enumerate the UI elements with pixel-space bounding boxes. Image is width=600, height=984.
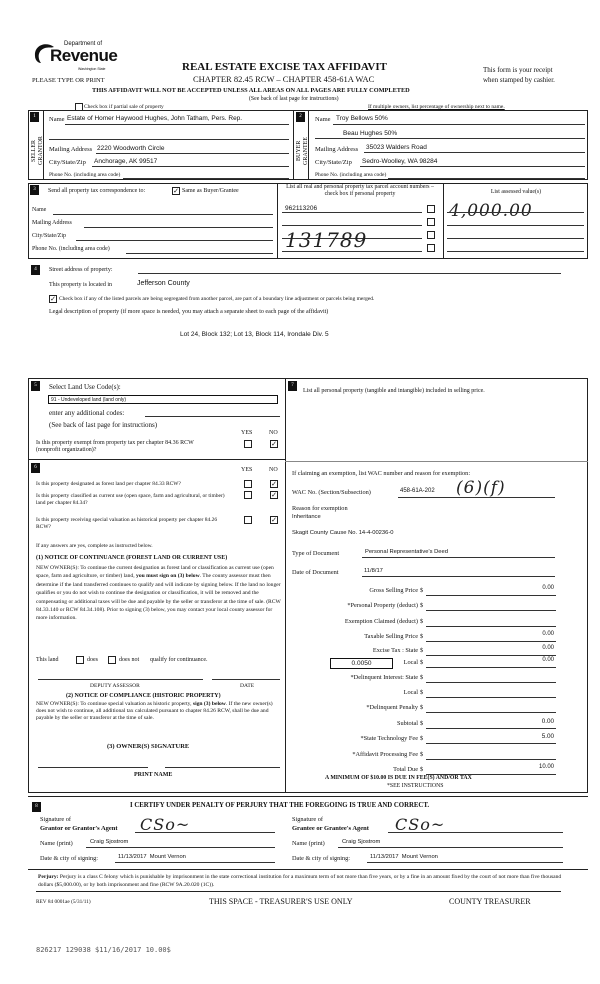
- fee-row: 0.0050 Local $ 0.00: [290, 658, 560, 671]
- minimum-due-note: A MINIMUM OF $10.00 IS DUE IN FEE(S) AND/OR TAX: [325, 775, 472, 781]
- fee-row: Taxable Selling Price $ 0.00: [364, 631, 554, 641]
- corr-city-label: City/State/Zip: [32, 233, 66, 239]
- no-header-5: NO: [269, 430, 278, 436]
- subtotal-field[interactable]: 0.00: [541, 717, 554, 725]
- historic-no-checkbox[interactable]: ✓: [271, 516, 277, 524]
- fee-row: *State Technology Fee $ 5.00: [360, 733, 554, 743]
- please-type-label: PLEASE TYPE OR PRINT: [32, 77, 105, 84]
- grantee-date-city-label: Date & city of signing:: [292, 855, 351, 862]
- seller-phone-label: Phone No. (including area code): [49, 172, 121, 178]
- legal-description-label: Legal description of property (if more space is needed, you may attach a separate sheet to each page of the affidavit): [49, 309, 329, 315]
- land-use-select[interactable]: 91 - Undeveloped land (land only): [48, 395, 278, 404]
- same-as-buyer-checkbox[interactable]: ✓: [173, 187, 179, 195]
- personal-property-label: List all personal property (tangible and intangible) included in selling price.: [303, 388, 485, 394]
- personal-property-checkbox-3[interactable]: [427, 231, 435, 239]
- additional-codes-label: enter any additional codes:: [49, 409, 125, 417]
- yes-header-5: YES: [241, 430, 253, 436]
- buyer-mailing-field[interactable]: 35023 Walders Road: [366, 144, 427, 151]
- buyer-name-label: Name: [315, 116, 331, 123]
- assessed-value-1[interactable]: 4,000.00: [449, 201, 533, 221]
- logo-main: Revenue: [50, 46, 118, 65]
- treasurer-space-label: THIS SPACE - TREASURER'S USE ONLY: [209, 897, 353, 906]
- fee-row: Total Due $ 10.00: [393, 763, 554, 773]
- section-number-7: 7: [288, 381, 297, 391]
- buyer-phone-label: Phone No. (including area code): [315, 172, 387, 178]
- corr-name-label: Name: [32, 207, 47, 213]
- notice-continuance-body: NEW OWNER(S): To continue the current designation as forest land or classification as current use (open space, farm and agriculture, or timber) land, you must sign on (3) below. The county assessor must then determine if the land transferred continues to qualify and will indicate by signing below. If the land no longer qualifies or you do not wish to continue the designation or classification, it will be removed and the compensating or additional taxes will be due and payable by the seller or transferor at the time of sale. (RCW 84.33.140 or RCW 84.34.108). Prior to signing (3) below, you may contact your local county assessor for more information.: [36, 565, 281, 622]
- see-back-note: (See back of last page for instructions): [49, 421, 158, 429]
- corr-phone-label: Phone No. (including area code): [32, 246, 110, 252]
- exempt-question: Is this property exempt from property tax per chapter 84.36 RCW (nonprofit organization)?: [36, 440, 194, 453]
- wac-handwritten: (6)(f): [456, 478, 506, 498]
- grantee-name-label: Name (print): [292, 840, 325, 847]
- wac-label: WAC No. (Section/Subsection): [292, 489, 371, 496]
- county-field[interactable]: Jefferson County: [137, 280, 190, 287]
- buyer-grantee-label: BUYER GRANTEE: [296, 137, 309, 165]
- fee-row: Gross Selling Price $ 0.00: [369, 585, 554, 594]
- notice-continuance-title: (1) NOTICE OF CONTINUANCE (FOREST LAND OR CURRENT USE): [36, 555, 228, 561]
- section-number-3: 3: [30, 185, 39, 195]
- print-name-line[interactable]: [165, 767, 280, 768]
- dor-logo: [32, 40, 118, 76]
- same-as-buyer-label: Same as Buyer/Grantee: [182, 188, 239, 194]
- legal-description-field[interactable]: Lot 24, Block 132; Lot 13, Block 114, Irondale Div. 5: [180, 331, 329, 338]
- owner-signature-label: (3) OWNER(S) SIGNATURE: [107, 743, 190, 750]
- deputy-assessor-line[interactable]: [38, 679, 203, 680]
- seller-mailing-label: Mailing Address: [49, 146, 93, 153]
- seller-city-label: City/State/Zip: [49, 159, 86, 166]
- parcel-number-1[interactable]: 962113206: [285, 205, 318, 212]
- state-technology-fee-field[interactable]: 5.00: [541, 733, 554, 741]
- seller-name-field[interactable]: Estate of Homer Haywood Hughes, John Tatham, Pers. Rep.: [67, 115, 243, 122]
- buyer-mailing-label: Mailing Address: [315, 146, 359, 153]
- handwritten-parcel-note: 131789: [285, 228, 368, 252]
- print-name-label: PRINT NAME: [134, 772, 173, 778]
- local-rate-field[interactable]: 0.0050: [330, 658, 393, 669]
- located-in-label: This property is located in: [49, 282, 112, 288]
- doc-date-label: Date of Document: [292, 569, 339, 576]
- receipt-note-1: This form is your receipt: [483, 66, 553, 74]
- fee-table: [290, 584, 560, 778]
- excise-tax-local-field[interactable]: 0.00: [542, 656, 554, 663]
- reason-label: Reason for exemption: [292, 505, 348, 512]
- segregated-label: Check box if any of the listed parcels are being segregated from another parcel, are part of a boundary line adjustment or parcels being merged.: [59, 296, 375, 302]
- buyer-name2-field[interactable]: Beau Hughes 50%: [343, 130, 398, 137]
- grantee-name-field[interactable]: Craig Sjostrom: [342, 839, 381, 845]
- grantor-signature[interactable]: CSo~: [140, 815, 191, 834]
- grantor-date-city-field[interactable]: 11/13/2017 Mount Vernon: [118, 854, 186, 860]
- instructions-note: (See back of last page for instructions): [249, 96, 339, 102]
- fee-row: Subtotal $ 0.00: [397, 717, 554, 727]
- send-correspondence-label: Send all property tax correspondence to:: [48, 188, 146, 194]
- form-subtitle: CHAPTER 82.45 RCW – CHAPTER 458-61A WAC: [193, 74, 375, 84]
- if-yes-note: If any answers are yes, complete as instructed below.: [36, 543, 153, 549]
- section-number-1: 1: [30, 112, 39, 122]
- fee-row: *Delinquent Penalty $: [290, 701, 560, 716]
- section-number-5: 5: [31, 381, 40, 391]
- forest-land-no-checkbox[interactable]: ✓: [271, 480, 277, 488]
- grantee-signature[interactable]: CSo~: [395, 815, 446, 834]
- buyer-city-field[interactable]: Sedro-Woolley, WA 98284: [362, 158, 438, 165]
- gross-selling-price-field[interactable]: 0.00: [542, 585, 554, 591]
- form-revision: REV 84 0001ae (5/31/11): [36, 899, 91, 905]
- yes-header-6: YES: [241, 467, 253, 473]
- does-not-qualify-checkbox[interactable]: [108, 656, 116, 664]
- personal-property-checkbox-1[interactable]: [427, 205, 435, 213]
- additional-codes-field[interactable]: [145, 416, 280, 417]
- land-use-label: Select Land Use Code(s):: [49, 383, 121, 391]
- current-use-no-checkbox[interactable]: ✓: [271, 491, 277, 499]
- notice-compliance-body: NEW OWNER(S): To continue special valuation as historic property, sign (3) below. If the new owner(s) does not wish to continue, all additional tax calculated pursuant to chapter 84.26 RCW, shall be due and payable by the seller or transferor at the time of sale.: [36, 701, 273, 721]
- parcel-header: List all real and personal property tax parcel account numbers – check box if personal property: [286, 184, 434, 197]
- forest-land-question: Is this property designated as forest land per chapter 84.33 RCW?: [36, 481, 181, 487]
- does-label: does: [87, 657, 98, 663]
- section-number-6: 6: [31, 463, 40, 473]
- fee-row: *Personal Property (deduct) $: [290, 599, 560, 614]
- grantor-name-label: Name (print): [40, 840, 73, 847]
- assessor-date-line[interactable]: [212, 679, 280, 680]
- exemption-label: If claiming an exemption, list WAC number and reason for exemption:: [292, 470, 471, 477]
- total-due-field[interactable]: 10.00: [538, 763, 554, 770]
- grantee-sig-label-1: Signature of: [292, 816, 323, 823]
- buyer-city-label: City/State/Zip: [315, 159, 352, 166]
- deputy-assessor-label: DEPUTY ASSESSOR: [90, 683, 140, 689]
- reason-field[interactable]: Inheritance: [292, 514, 321, 520]
- current-use-question: Is this property classified as current use (open space, farm and agricultural, or timber) land per chapter 84.34?: [36, 493, 225, 506]
- excise-tax-state-field[interactable]: 0.00: [542, 644, 554, 651]
- multiple-owners-note: If multiple owners, list percentage of ownership next to name.: [368, 104, 505, 110]
- wac-field[interactable]: 458-61A-202: [400, 488, 435, 494]
- taxable-selling-price-field[interactable]: 0.00: [542, 631, 554, 638]
- segregated-checkbox[interactable]: ✓: [50, 295, 56, 303]
- perjury-notice: Perjury: Perjury is a class C felony which is punishable by imprisonment in the state correctional institution for a maximum term of not more than five years, or by a fine in an amount fixed by the court of not more than five thousand dollars ($5,000.00), or by both imprisonment and fine (RCW 9A.20.020 (1C)).: [38, 874, 562, 888]
- street-address-label: Street address of property:: [49, 267, 113, 273]
- seller-city-field[interactable]: Anchorage, AK 99517: [94, 158, 158, 165]
- certify-statement: I CERTIFY UNDER PENALTY OF PERJURY THAT THE FOREGOING IS TRUE AND CORRECT.: [130, 802, 430, 809]
- does-not-label: does not: [119, 657, 140, 663]
- grantor-sig-label-2: Grantor or Grantor's Agent: [40, 825, 118, 832]
- current-use-yes-checkbox[interactable]: [244, 491, 252, 499]
- seller-grantor-label: SELLER GRANTOR: [31, 136, 44, 166]
- partial-sale-label: Check box if partial sale of property: [84, 104, 164, 110]
- grantor-sig-label-1: Signature of: [40, 816, 71, 823]
- notice-compliance-title: (2) NOTICE OF COMPLIANCE (HISTORIC PROPERTY): [66, 693, 221, 699]
- grantor-name-field[interactable]: Craig Sjostrom: [90, 839, 129, 845]
- form-title: REAL ESTATE EXCISE TAX AFFIDAVIT: [182, 61, 387, 73]
- receipt-note-2: when stamped by cashier.: [483, 76, 555, 84]
- fee-row: *Affidavit Processing Fee $: [290, 748, 560, 763]
- grantor-date-city-label: Date & city of signing:: [40, 855, 99, 862]
- does-qualify-checkbox[interactable]: [76, 656, 84, 664]
- qualify-label: qualify for continuance.: [150, 657, 208, 663]
- doc-type-label: Type of Document: [292, 550, 340, 557]
- cashier-stamp: 826217 129038 $11/16/2017 10.00$: [36, 946, 171, 954]
- cause-number: Skagit County Cause No. 14-4-00236-0: [292, 530, 394, 536]
- logo-top: Department of: [64, 41, 103, 47]
- grantee-sig-label-2: Grantee or Grantee's Agent: [292, 825, 369, 832]
- seller-name-label: Name: [49, 116, 65, 123]
- doc-date-field[interactable]: 11/8/17: [364, 568, 383, 574]
- forest-land-yes-checkbox[interactable]: [244, 480, 252, 488]
- seller-mailing-field[interactable]: 2220 Woodworth Circle: [97, 145, 165, 152]
- doc-type-field[interactable]: Personal Representative's Deed: [365, 549, 448, 555]
- this-land-label: This land: [36, 657, 59, 663]
- exempt-no-checkbox[interactable]: ✓: [271, 440, 277, 448]
- date-label: DATE: [240, 683, 255, 689]
- buyer-name-field[interactable]: Troy Bellows 50%: [336, 115, 388, 122]
- no-header-6: NO: [269, 467, 278, 473]
- section-number-4: 4: [31, 265, 40, 275]
- warning-text: THIS AFFIDAVIT WILL NOT BE ACCEPTED UNLESS ALL AREAS ON ALL PAGES ARE FULLY COMPLETED: [92, 87, 410, 94]
- fee-row: Exemption Claimed (deduct) $: [290, 615, 560, 630]
- historic-yes-checkbox[interactable]: [244, 516, 252, 524]
- assessed-header: List assessed value(s): [490, 189, 542, 195]
- fee-row: Local $: [290, 686, 560, 701]
- personal-property-checkbox-4[interactable]: [427, 244, 435, 252]
- fee-row: *Delinquent Interest: State $: [290, 671, 560, 686]
- exempt-yes-checkbox[interactable]: [244, 440, 252, 448]
- corr-mailing-label: Mailing Address: [32, 220, 72, 226]
- section-number-8: 8: [32, 802, 41, 812]
- grantee-date-city-field[interactable]: 11/13/2017 Mount Vernon: [370, 854, 438, 860]
- logo-sub: Washington State: [78, 67, 106, 71]
- county-treasurer-label: COUNTY TREASURER: [449, 897, 531, 906]
- owner-signature-line[interactable]: [38, 767, 148, 768]
- see-instructions-note: *SEE INSTRUCTIONS: [387, 783, 444, 789]
- personal-property-checkbox-2[interactable]: [427, 218, 435, 226]
- historic-question: Is this property receiving special valuation as historical property per chapter 84.26 RCW?: [36, 517, 218, 530]
- fee-row: Excise Tax : State $ 0.00: [372, 644, 554, 654]
- section-number-2: 2: [296, 112, 305, 122]
